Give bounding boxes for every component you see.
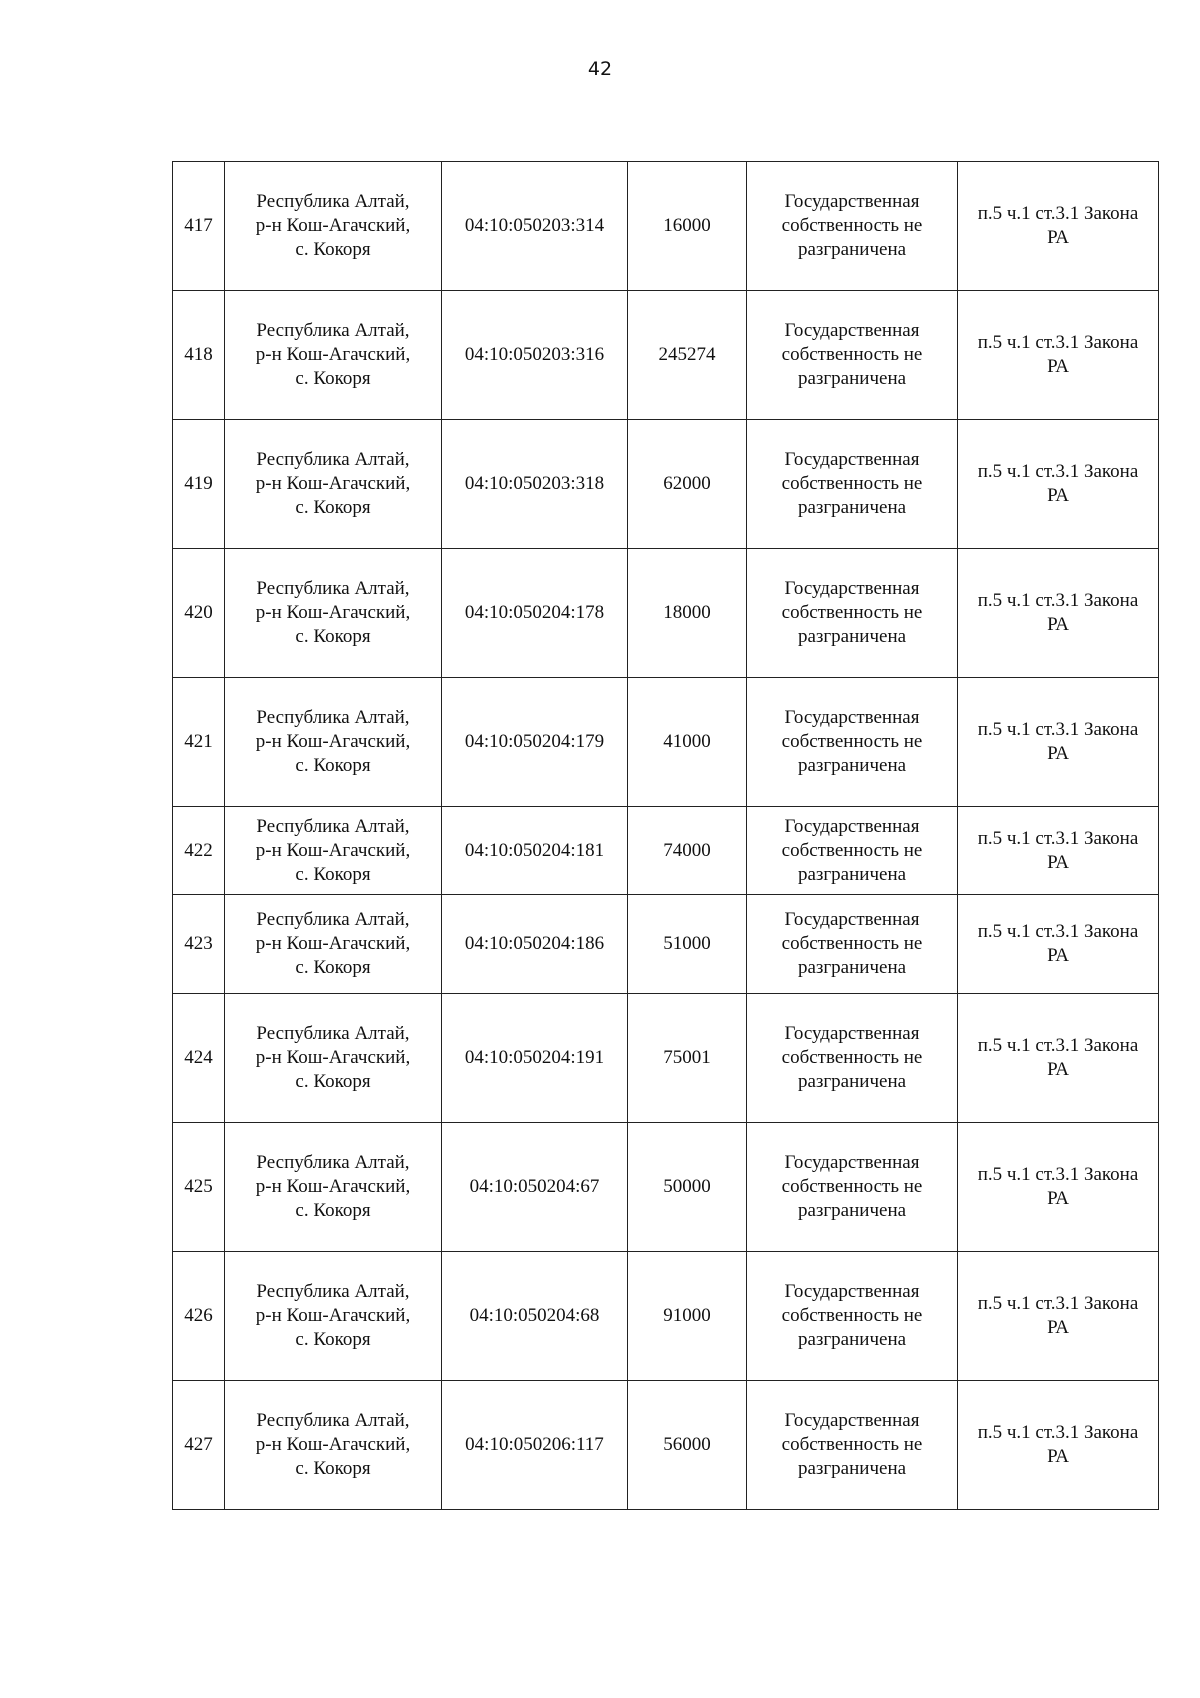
- area-cell-line: 245274: [658, 344, 716, 365]
- address-cell-line: с. Кокоря: [295, 1458, 371, 1479]
- row-number-cell-line: 421: [184, 731, 213, 752]
- cadastral-number-cell-line: 04:10:050206:117: [465, 1434, 604, 1455]
- row-number-cell-line: 423: [184, 933, 213, 954]
- address-cell-line: р-н Кош-Агачский,: [255, 731, 411, 752]
- address-cell: [225, 420, 442, 549]
- page-number: 42: [587, 58, 613, 80]
- legal-basis-cell-line: РА: [1047, 743, 1069, 764]
- row-number-cell-line: 417: [184, 215, 213, 236]
- address-cell: [225, 1123, 442, 1252]
- ownership-cell-line: Государственная: [784, 191, 920, 212]
- address-cell-line: Республика Алтай,: [256, 815, 410, 837]
- ownership-cell-line: разграничена: [797, 1200, 907, 1221]
- ownership-cell-line: собственность не: [781, 344, 923, 365]
- legal-basis-cell-line: РА: [1047, 851, 1069, 873]
- row-number-cell: [173, 291, 225, 420]
- legal-basis-cell: [958, 895, 1159, 994]
- address-cell-line: р-н Кош-Агачский,: [255, 602, 411, 623]
- legal-basis-cell-line: РА: [1047, 1059, 1069, 1080]
- address-cell-line: Республика Алтай,: [256, 707, 410, 728]
- table-row: [173, 994, 1159, 1123]
- ownership-cell-line: Государственная: [784, 1023, 920, 1044]
- legal-basis-cell-line: РА: [1047, 227, 1069, 248]
- ownership-cell-line: Государственная: [784, 815, 920, 837]
- ownership-cell-line: разграничена: [797, 863, 907, 885]
- table-row: [173, 678, 1159, 807]
- legal-basis-cell: [958, 678, 1159, 807]
- row-number-cell: [173, 1252, 225, 1381]
- area-cell: [628, 1381, 747, 1510]
- ownership-cell-line: разграничена: [797, 755, 907, 776]
- address-cell-line: с. Кокоря: [295, 1329, 371, 1350]
- ownership-cell: [747, 1252, 958, 1381]
- ownership-cell-line: Государственная: [784, 909, 920, 930]
- legal-basis-cell-line: п.5 ч.1 ст.3.1 Закона: [977, 1035, 1139, 1056]
- area-cell-line: 62000: [663, 473, 711, 494]
- area-cell-line: 91000: [663, 1305, 711, 1326]
- ownership-cell-line: разграничена: [797, 1071, 907, 1092]
- row-number-cell: [173, 994, 225, 1123]
- row-number-cell: [173, 549, 225, 678]
- area-cell: [628, 1252, 747, 1381]
- area-cell-line: 18000: [663, 602, 711, 623]
- address-cell-line: Республика Алтай,: [256, 1281, 410, 1302]
- legal-basis-cell-line: п.5 ч.1 ст.3.1 Закона: [977, 203, 1139, 224]
- table-row: [173, 420, 1159, 549]
- ownership-cell: [747, 807, 958, 895]
- legal-basis-cell-line: п.5 ч.1 ст.3.1 Закона: [977, 921, 1139, 942]
- area-cell-line: 56000: [663, 1434, 711, 1455]
- legal-basis-cell: [958, 162, 1159, 291]
- legal-basis-cell: [958, 1252, 1159, 1381]
- address-cell-line: р-н Кош-Агачский,: [255, 839, 411, 861]
- address-cell-line: р-н Кош-Агачский,: [255, 1176, 411, 1197]
- row-number-cell: [173, 807, 225, 895]
- row-number-cell-line: 418: [184, 344, 213, 365]
- legal-basis-cell: [958, 1381, 1159, 1510]
- address-cell-line: с. Кокоря: [295, 957, 371, 978]
- row-number-cell: [173, 420, 225, 549]
- address-cell-line: с. Кокоря: [295, 1200, 371, 1221]
- area-cell-line: 16000: [663, 215, 711, 236]
- legal-basis-cell: [958, 1123, 1159, 1252]
- ownership-cell: [747, 994, 958, 1123]
- address-cell: [225, 291, 442, 420]
- row-number-cell-line: 424: [184, 1047, 213, 1068]
- legal-basis-cell-line: РА: [1047, 614, 1069, 635]
- row-number-cell: [173, 895, 225, 994]
- ownership-cell-line: собственность не: [781, 933, 923, 954]
- area-cell: [628, 549, 747, 678]
- ownership-cell: [747, 162, 958, 291]
- ownership-cell-line: Государственная: [784, 1152, 920, 1173]
- cadastral-number-cell: [442, 807, 628, 895]
- row-number-cell: [173, 1381, 225, 1510]
- ownership-cell-line: собственность не: [781, 602, 923, 623]
- cadastral-number-cell: [442, 678, 628, 807]
- table-row: [173, 1252, 1159, 1381]
- address-cell-line: р-н Кош-Агачский,: [255, 473, 411, 494]
- cadastral-number-cell: [442, 994, 628, 1123]
- address-cell-line: с. Кокоря: [295, 755, 371, 776]
- table-body: [173, 162, 1159, 1510]
- ownership-cell-line: Государственная: [784, 320, 920, 341]
- legal-basis-cell: [958, 807, 1159, 895]
- area-cell: [628, 291, 747, 420]
- ownership-cell-line: разграничена: [797, 368, 907, 389]
- address-cell-line: Республика Алтай,: [256, 909, 410, 930]
- address-cell-line: р-н Кош-Агачский,: [255, 344, 411, 365]
- address-cell-line: с. Кокоря: [295, 1071, 371, 1092]
- ownership-cell-line: разграничена: [797, 626, 907, 647]
- legal-basis-cell: [958, 291, 1159, 420]
- area-cell-line: 74000: [663, 839, 711, 861]
- address-cell-line: с. Кокоря: [295, 626, 371, 647]
- ownership-cell: [747, 895, 958, 994]
- ownership-cell-line: собственность не: [781, 1176, 923, 1197]
- ownership-cell-line: разграничена: [797, 1458, 907, 1479]
- area-cell: [628, 678, 747, 807]
- address-cell: [225, 162, 442, 291]
- legal-basis-cell-line: п.5 ч.1 ст.3.1 Закона: [977, 332, 1139, 353]
- ownership-cell: [747, 549, 958, 678]
- ownership-cell: [747, 1123, 958, 1252]
- area-cell-line: 51000: [663, 933, 711, 954]
- address-cell-line: Республика Алтай,: [256, 191, 410, 212]
- area-cell: [628, 895, 747, 994]
- legal-basis-cell-line: п.5 ч.1 ст.3.1 Закона: [977, 461, 1139, 482]
- cadastral-number-cell: [442, 1381, 628, 1510]
- cadastral-number-cell-line: 04:10:050203:314: [464, 215, 605, 236]
- ownership-cell-line: Государственная: [784, 578, 920, 599]
- area-cell: [628, 1123, 747, 1252]
- row-number-cell-line: 425: [184, 1176, 213, 1197]
- legal-basis-cell-line: п.5 ч.1 ст.3.1 Закона: [977, 1293, 1139, 1314]
- ownership-cell-line: разграничена: [797, 1329, 907, 1350]
- ownership-cell: [747, 678, 958, 807]
- ownership-cell-line: Государственная: [784, 1281, 920, 1302]
- address-cell-line: р-н Кош-Агачский,: [255, 1305, 411, 1326]
- address-cell-line: с. Кокоря: [295, 239, 371, 260]
- area-cell: [628, 994, 747, 1123]
- ownership-cell: [747, 1381, 958, 1510]
- row-number-cell: [173, 678, 225, 807]
- address-cell: [225, 994, 442, 1123]
- ownership-cell: [747, 291, 958, 420]
- table-row: [173, 1123, 1159, 1252]
- address-cell: [225, 1252, 442, 1381]
- ownership-cell-line: Государственная: [784, 707, 920, 728]
- legal-basis-cell: [958, 994, 1159, 1123]
- address-cell-line: Республика Алтай,: [256, 1023, 410, 1044]
- ownership-cell-line: собственность не: [781, 731, 923, 752]
- row-number-cell-line: 426: [184, 1305, 213, 1326]
- table-row: [173, 291, 1159, 420]
- address-cell-line: р-н Кош-Агачский,: [255, 215, 411, 236]
- legal-basis-cell-line: РА: [1047, 356, 1069, 377]
- address-cell: [225, 1381, 442, 1510]
- cadastral-number-cell: [442, 1252, 628, 1381]
- cadastral-number-cell: [442, 1123, 628, 1252]
- table-row: [173, 1381, 1159, 1510]
- legal-basis-cell-line: РА: [1047, 1317, 1069, 1338]
- address-cell-line: Республика Алтай,: [256, 1152, 410, 1173]
- cadastral-number-cell: [442, 420, 628, 549]
- cadastral-number-cell-line: 04:10:050203:318: [464, 473, 605, 494]
- cadastral-number-cell-line: 04:10:050204:186: [464, 933, 605, 954]
- address-cell-line: р-н Кош-Агачский,: [255, 1434, 411, 1455]
- area-cell-line: 41000: [663, 731, 711, 752]
- area-cell-line: 75001: [663, 1047, 711, 1068]
- ownership-cell-line: разграничена: [797, 497, 907, 518]
- legal-basis-cell-line: РА: [1047, 485, 1069, 506]
- row-number-cell-line: 419: [184, 473, 213, 494]
- row-number-cell-line: 427: [184, 1434, 213, 1455]
- ownership-cell-line: собственность не: [781, 839, 923, 861]
- ownership-cell-line: разграничена: [797, 957, 907, 978]
- ownership-cell-line: Государственная: [784, 449, 920, 470]
- legal-basis-cell-line: РА: [1047, 1446, 1069, 1467]
- legal-basis-cell-line: РА: [1047, 945, 1069, 966]
- cadastral-number-cell-line: 04:10:050204:68: [469, 1305, 600, 1326]
- address-cell-line: с. Кокоря: [295, 863, 371, 885]
- cadastral-number-cell: [442, 291, 628, 420]
- area-cell-line: 50000: [663, 1176, 711, 1197]
- legal-basis-cell-line: п.5 ч.1 ст.3.1 Закона: [977, 719, 1139, 740]
- cadastral-number-cell: [442, 162, 628, 291]
- ownership-cell-line: собственность не: [781, 1434, 923, 1455]
- address-cell: [225, 895, 442, 994]
- row-number-cell: [173, 162, 225, 291]
- area-cell: [628, 162, 747, 291]
- legal-basis-cell-line: п.5 ч.1 ст.3.1 Закона: [977, 1422, 1139, 1443]
- area-cell: [628, 807, 747, 895]
- legal-basis-cell-line: РА: [1047, 1188, 1069, 1209]
- address-cell-line: Республика Алтай,: [256, 1410, 410, 1431]
- legal-basis-cell-line: п.5 ч.1 ст.3.1 Закона: [977, 590, 1139, 611]
- legal-basis-cell-line: п.5 ч.1 ст.3.1 Закона: [977, 1164, 1139, 1185]
- cadastral-number-cell: [442, 895, 628, 994]
- address-cell-line: Республика Алтай,: [256, 578, 410, 599]
- address-cell-line: с. Кокоря: [295, 368, 371, 389]
- ownership-cell-line: разграничена: [797, 239, 907, 260]
- area-cell: [628, 420, 747, 549]
- ownership-cell-line: Государственная: [784, 1410, 920, 1431]
- cadastral-number-cell-line: 04:10:050204:178: [464, 602, 605, 623]
- ownership-cell: [747, 420, 958, 549]
- legal-basis-cell: [958, 420, 1159, 549]
- ownership-cell-line: собственность не: [781, 1305, 923, 1326]
- table-row: [173, 162, 1159, 291]
- cadastral-number-cell: [442, 549, 628, 678]
- address-cell: [225, 807, 442, 895]
- ownership-cell-line: собственность не: [781, 1047, 923, 1068]
- cadastral-number-cell-line: 04:10:050204:181: [464, 839, 605, 861]
- table-row: [173, 895, 1159, 994]
- address-cell-line: с. Кокоря: [295, 497, 371, 518]
- legal-basis-cell: [958, 549, 1159, 678]
- ownership-cell-line: собственность не: [781, 473, 923, 494]
- cadastral-number-cell-line: 04:10:050204:179: [464, 731, 605, 752]
- address-cell-line: Республика Алтай,: [256, 320, 410, 341]
- row-number-cell: [173, 1123, 225, 1252]
- cadastral-number-cell-line: 04:10:050203:316: [464, 344, 605, 365]
- address-cell: [225, 549, 442, 678]
- address-cell: [225, 678, 442, 807]
- table-row: [173, 549, 1159, 678]
- row-number-cell-line: 420: [184, 602, 213, 623]
- address-cell-line: Республика Алтай,: [256, 449, 410, 470]
- land-plots-table: [172, 161, 1159, 1510]
- row-number-cell-line: 422: [184, 839, 213, 861]
- legal-basis-cell-line: п.5 ч.1 ст.3.1 Закона: [977, 827, 1139, 849]
- ownership-cell-line: собственность не: [781, 215, 923, 236]
- address-cell-line: р-н Кош-Агачский,: [255, 1047, 411, 1068]
- address-cell-line: р-н Кош-Агачский,: [255, 933, 411, 954]
- cadastral-number-cell-line: 04:10:050204:191: [464, 1047, 605, 1068]
- table-row: [173, 807, 1159, 895]
- cadastral-number-cell-line: 04:10:050204:67: [469, 1176, 600, 1197]
